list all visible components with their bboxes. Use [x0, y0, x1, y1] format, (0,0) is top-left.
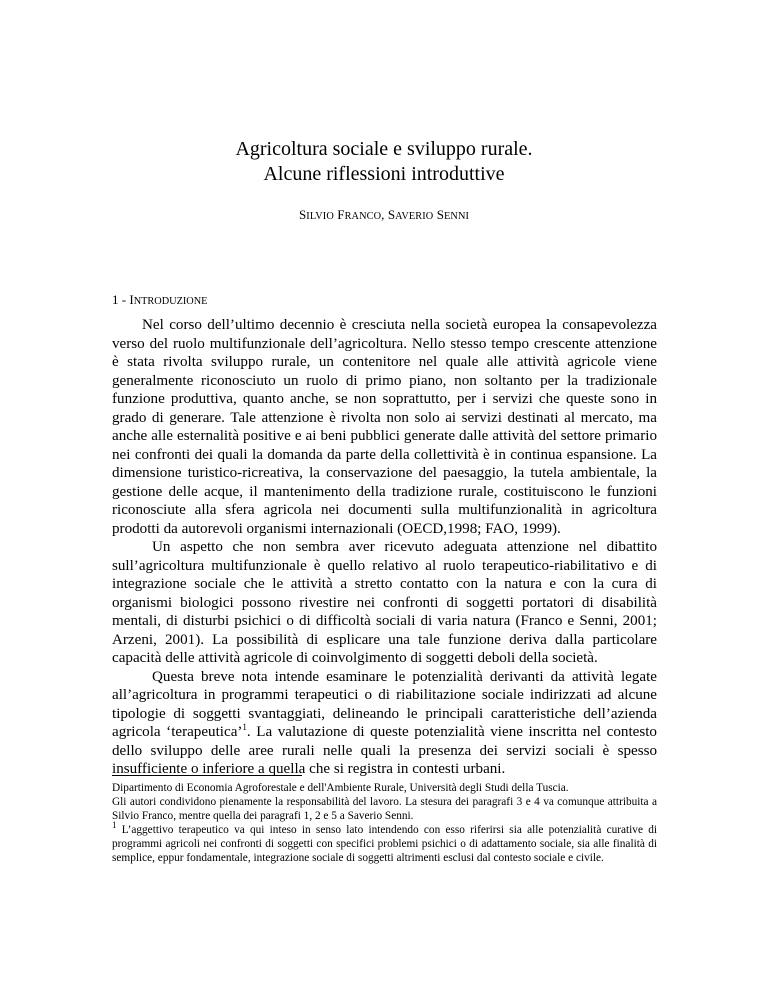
footnote-1-text: L’aggettivo terapeutico va qui inteso in senso lato intendendo con esso riferirsi sia alle potenzialità curative di programmi agricoli nei confronti di soggetti con specifici problemi psichici o di adattamento sociale, sia alle finalità di semplice, eppur fondamentale, integrazione sociale di soggetti altrimenti esclusi dal contesto sociale e civile. [112, 824, 657, 865]
author-1-first-initial: S [298, 207, 307, 222]
author-separator: , [381, 207, 388, 222]
section-initial: I [129, 292, 134, 307]
author-2-first-initial: S [387, 207, 396, 222]
paragraph-3-after: . La valutazione di queste potenzialità viene inscritta nel contesto dello sviluppo delle aree rurali nelle quali la presenza dei servizi sociali è spesso insufficiente o inferiore a quella che si registra in contesti urbani. [112, 724, 657, 777]
footnote-1 [112, 820, 657, 865]
footnote-ref-1: 1 [242, 721, 247, 732]
footnote-authorship: Gli autori condividono pienamente la responsabilità del lavoro. La stesura dei paragrafi 3 e 4 va comunque attribuita a Silvio Franco, mentre quella dei paragrafi 1, 2 e 5 a Saverio Senni. [112, 796, 657, 823]
author-1-first-rest: ILVIO [306, 211, 334, 222]
author-2-last-rest: ENNI [444, 211, 470, 222]
author-2-last-initial: S [436, 207, 445, 222]
section-rest: NTRODUZIONE [133, 296, 208, 307]
paper-title [0, 137, 768, 187]
paragraph-2: Un aspetto che non sembra aver ricevuto adeguata attenzione nel dibattito sull’agricoltura multifunzionale è quello relativo al ruolo terapeutico-riabilitativo e di integrazione sociale che le attività a stretto contatto con la natura e con la cura di organismi biologici possono rivestire nei confronti di soggetti portatori di disabilità mentali, di disturbi psichici o di difficoltà sociali di varia natura (Franco e Senni, 2001; Arzeni, 2001). La possibilità di esplicare una tale funzione deriva dalla particolare capacità delle attività agricole di coinvolgimento di soggetti deboli della società. [112, 539, 657, 666]
footnote-affiliation: Dipartimento di Economia Agroforestale e dell'Ambiente Rurale, Università degli Studi della Tuscia. [112, 782, 569, 794]
author-1-last-initial: F [337, 207, 345, 222]
author-1-last-rest: RANCO [344, 211, 382, 222]
section-number: 1 - [112, 292, 130, 307]
footnote-rule [112, 775, 302, 776]
section-heading [112, 292, 207, 308]
paragraph-1: Nel corso dell’ultimo decennio è cresciuta nella società europea la consapevolezza verso del ruolo multifunzionale dell’agricoltura. Nello stesso tempo crescente attenzione è stata rivolta sviluppo rurale, un contenitore nel quale alle attività agricole viene generalmente riconosciuto un ruolo di primo piano, non soltanto per la tradizionale funzione produttiva, quanto anche, se non soprattutto, per i servizi che queste sono in grado di generare. Tale attenzione è rivolta non solo ai servizi destinati al mercato, ma anche alle esternalità positive e ai beni pubblici generate dalle attività del settore primario nei confronti dei quali la domanda da parte della collettività è in continua espansione. La dimensione turistico-ricreativa, la conservazione del paesaggio, la tutela ambientale, la gestione delle acque, il mantenimento della tradizione rurale, costituiscono le funzioni riconosciute alla sfera agricola nei documenti sulla multifunzionalità in agricoltura prodotti da autorevoli organismi internazionali (OECD,1998; FAO, 1999). [112, 317, 657, 537]
author-list [0, 207, 768, 223]
footnote-1-mark: 1 [112, 820, 117, 831]
title-line-2: Alcune riflessioni introduttive [263, 163, 505, 185]
body-text [112, 316, 657, 779]
paragraph-3-before: Questa breve nota intende esaminare le potenzialità derivanti da attività legate all’agricoltura in programmi terapeutici o di riabilitazione sociale indirizzati ad alcune tipologie di soggetti svantaggiati, delineando le principali caratteristiche dell’azienda agricola ‘terapeutica’ [112, 668, 657, 740]
author-2-first-rest: AVERIO [395, 211, 434, 222]
title-line-1: Agricoltura sociale e sviluppo rurale. [235, 138, 533, 160]
footnotes [112, 781, 657, 866]
paragraph-3 [112, 668, 657, 779]
